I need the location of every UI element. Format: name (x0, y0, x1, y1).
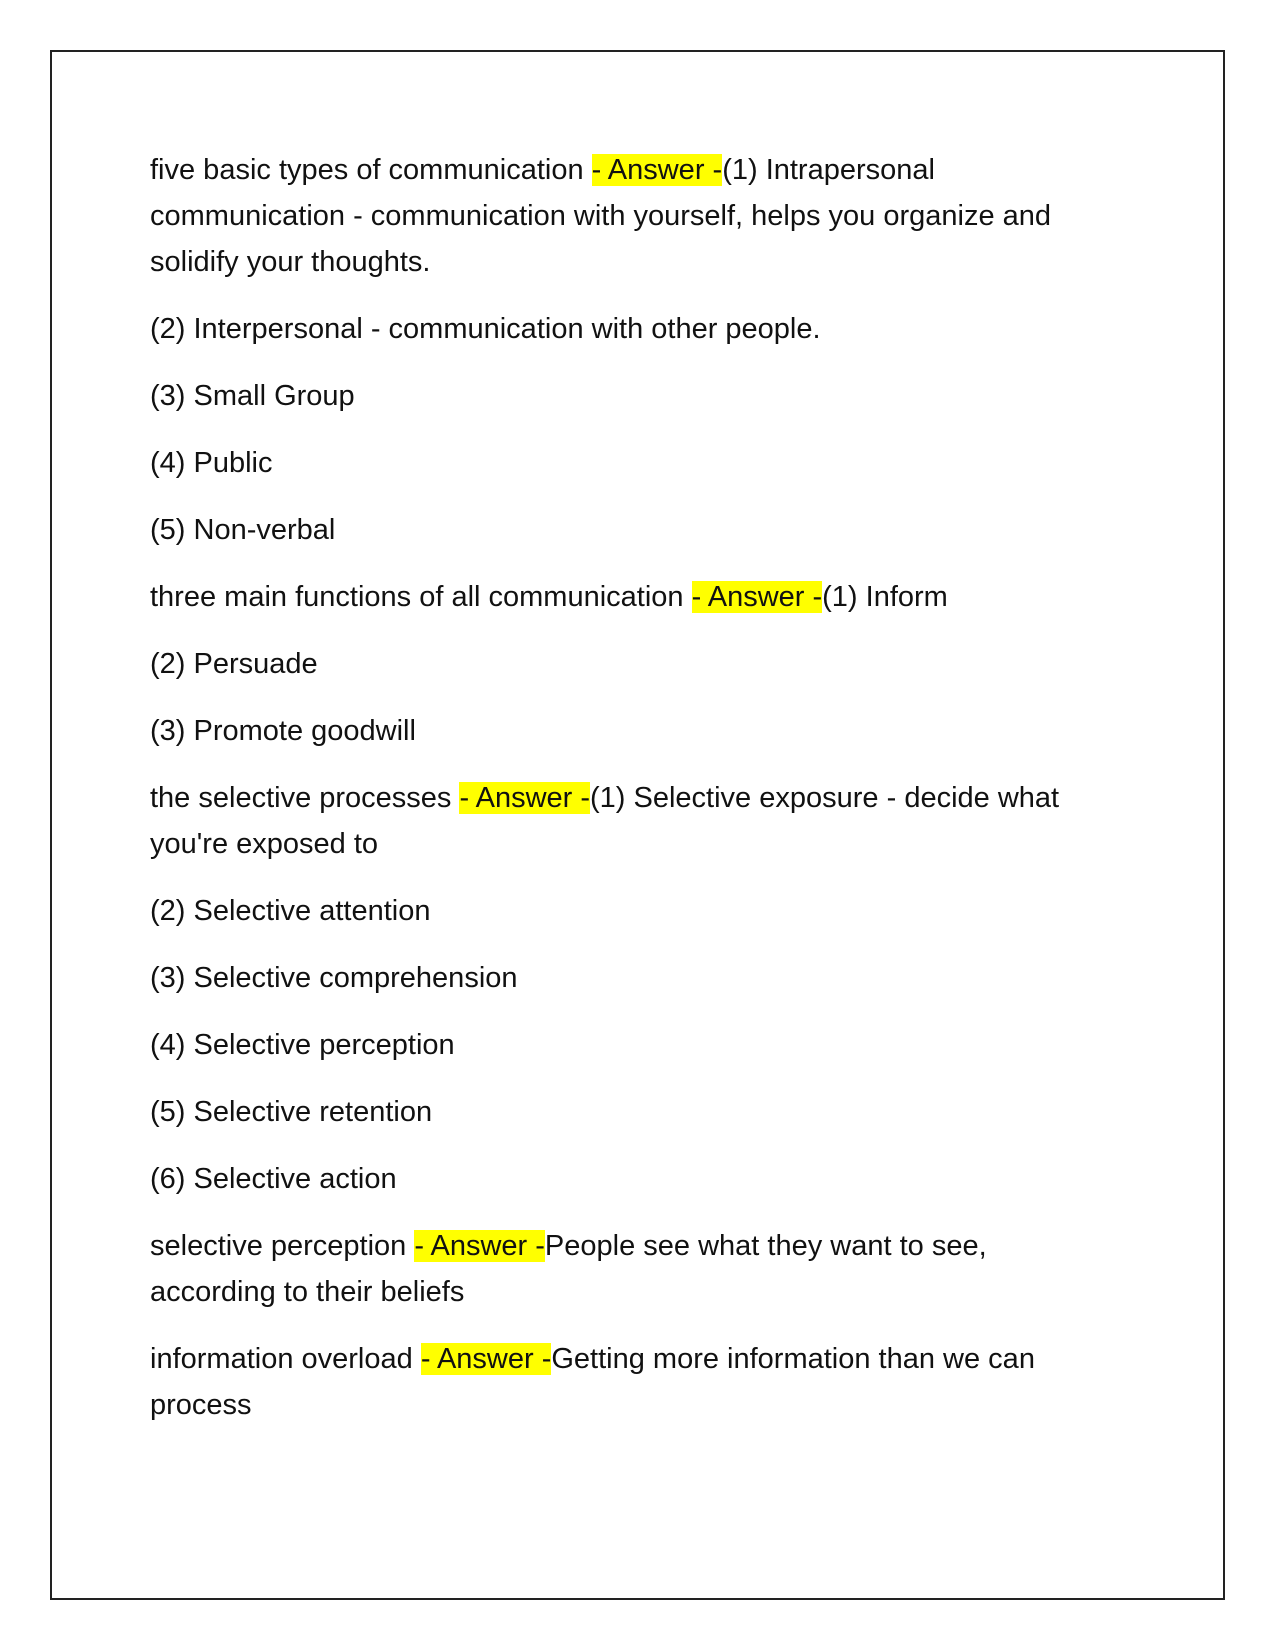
answer-marker: - Answer - (591, 154, 723, 186)
paragraph (150, 775, 1110, 867)
paragraph (150, 641, 1110, 687)
paragraph (150, 147, 1110, 285)
answer-text: (6) Selective action (150, 1163, 397, 1195)
document-body (150, 147, 1110, 1449)
answer-text: (2) Interpersonal - communication with other people. (150, 313, 821, 345)
paragraph (150, 373, 1110, 419)
answer-text: (3) Promote goodwill (150, 715, 416, 747)
term: five basic types of communication (150, 154, 592, 186)
paragraph (150, 955, 1110, 1001)
term: information overload (150, 1343, 421, 1375)
paragraph (150, 1089, 1110, 1135)
paragraph (150, 1156, 1110, 1202)
term: three main functions of all communication (150, 581, 692, 613)
paragraph (150, 888, 1110, 934)
paragraph (150, 1223, 1110, 1315)
answer-marker: - Answer - (414, 1230, 545, 1262)
paragraph (150, 708, 1110, 754)
answer-text: (4) Selective perception (150, 1029, 455, 1061)
answer-marker: - Answer - (691, 581, 823, 613)
term: selective perception (150, 1230, 415, 1262)
answer-marker: - Answer - (420, 1343, 552, 1375)
answer-text: (1) Selective exposure - decide what you're exposed to (150, 782, 1060, 860)
paragraph (150, 1336, 1110, 1428)
term: the selective processes (150, 782, 460, 814)
answer-marker: - Answer - (459, 782, 591, 814)
answer-text: (5) Non-verbal (150, 514, 336, 546)
answer-text: (4) Public (150, 447, 273, 479)
answer-text: (2) Persuade (150, 648, 318, 680)
paragraph (150, 440, 1110, 486)
answer-text: People see what they want to see, according to their beliefs (150, 1230, 987, 1308)
answer-text: (1) Intrapersonal communication - communication with yourself, helps you organize and solidify your thoughts. (150, 154, 1052, 278)
answer-text: (3) Small Group (150, 380, 355, 412)
answer-text: (3) Selective comprehension (150, 962, 518, 994)
paragraph (150, 1022, 1110, 1068)
paragraph (150, 574, 1110, 620)
answer-text: (2) Selective attention (150, 895, 431, 927)
paragraph (150, 507, 1110, 553)
answer-text: Getting more information than we can process (150, 1343, 1035, 1421)
paragraph (150, 306, 1110, 352)
answer-text: (1) Inform (822, 581, 948, 613)
answer-text: (5) Selective retention (150, 1096, 433, 1128)
